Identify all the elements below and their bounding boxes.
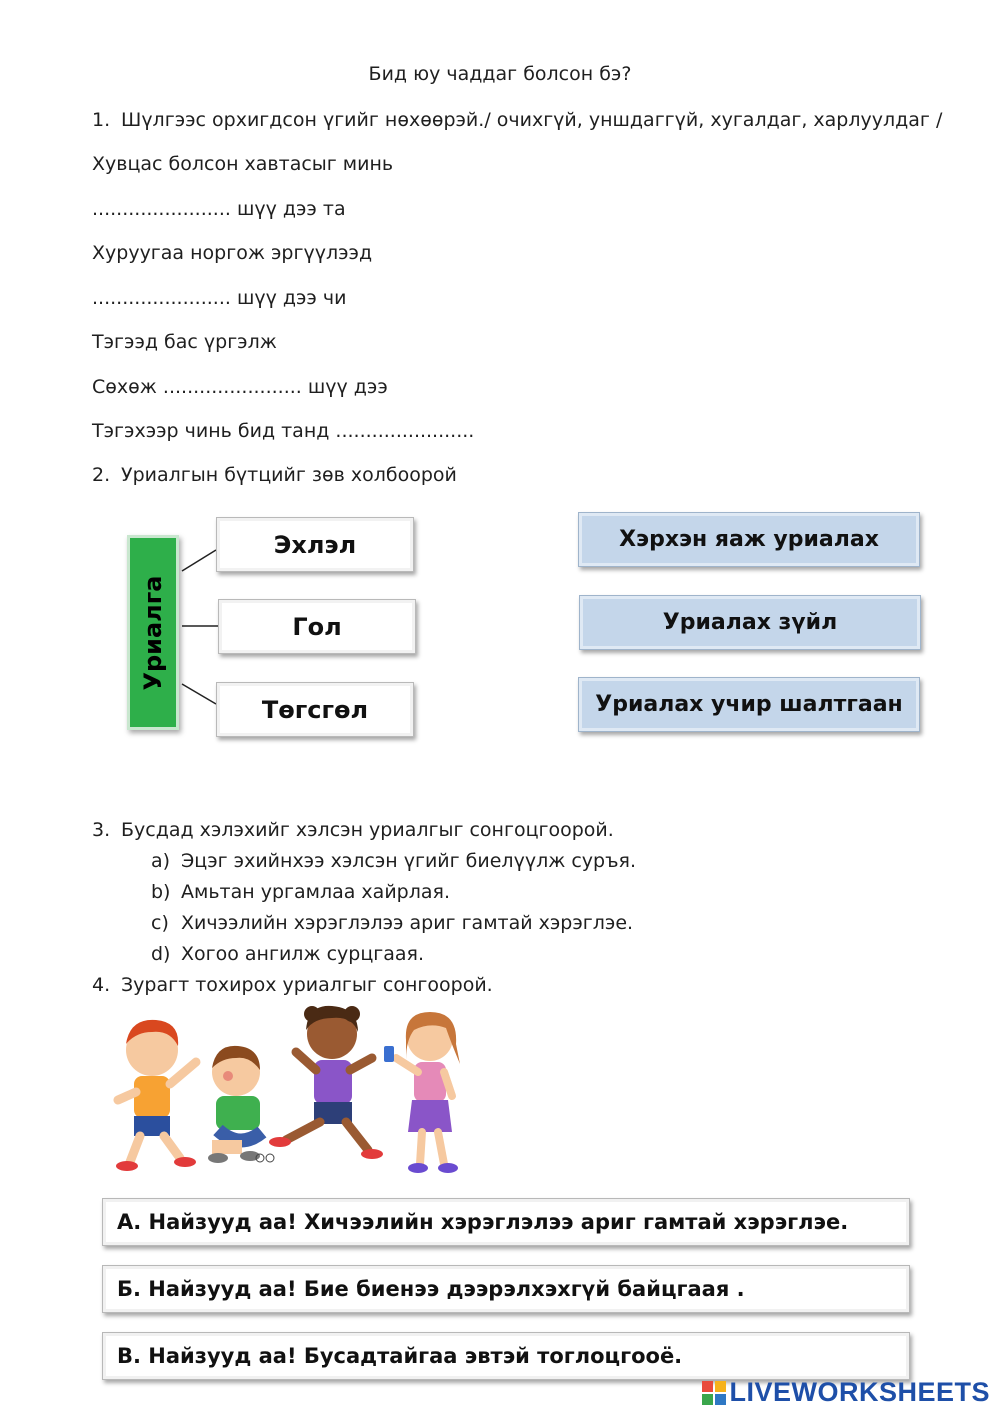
q1-line-6: Сөхөж ....................... шүү дээ [92,376,388,398]
q3-option-b[interactable]: Амьтан ургамлаа хайрлая. [181,881,450,903]
q1-line-4: ....................... шүү дээ чи [92,287,347,309]
kid-kicking-figure [269,1006,383,1159]
q3-number: 3. [92,819,111,841]
girl-with-phone-figure [384,1012,460,1173]
logo-tile [715,1394,726,1405]
kids-bullying-illustration [100,1000,490,1180]
q3-option-d[interactable]: Хогоо ангилж сурцгаая. [181,943,425,965]
part-body[interactable]: Гол [218,599,416,654]
match-option-3[interactable]: Уриалах учир шалтгаан [578,677,920,732]
answer-option-b[interactable]: Б. Найзууд аа! Бие биенээ дээрэлхэхгүй байцгаая . [102,1265,910,1313]
q3-option-c[interactable]: Хичээлийн хэрэглэлээ ариг гамтай хэрэглэе. [181,912,634,934]
q1-line-1: Хувцас болсон хавтасыг минь [92,153,394,175]
answer-option-c[interactable]: В. Найзууд аа! Бусадтайгаа эвтэй тоглоцгооё. [102,1332,910,1380]
q1-line-3: Хуруугаа норгож эргүүлээд [92,242,373,264]
match-option-2[interactable]: Уриалах зүйл [579,595,921,650]
structure-root [127,535,179,730]
q1-line-5: Тэгээд бас үргэлж [92,331,277,353]
kid-crying-figure [208,1046,274,1163]
q4-number: 4. [92,974,111,996]
part-conclusion[interactable]: Төгсгөл [216,682,414,737]
q3-prompt: Бусдад хэлэхийг хэлсэн уриалгыг сонгоцгоорой. [121,819,614,841]
match-option-1[interactable]: Хэрхэн яаж уриалах [578,512,920,567]
q3-option-a[interactable]: Эцэг эхийнхээ хэлсэн үгийг биелүүлж суръя. [181,850,637,872]
q1-line-7: Тэгэхээр чинь бид танд ....................... [92,420,475,442]
q3-option-letter: d) [151,943,171,965]
logo-tile [702,1381,713,1392]
q2-number: 2. [92,464,111,486]
logo-tile [702,1394,713,1405]
answer-option-a[interactable]: А. Найзууд аа! Хичээлийн хэрэглэлээ ариг гамтай хэрэглэе. [102,1198,910,1246]
logo-tile [715,1381,726,1392]
q3-option-letter: b) [151,881,171,903]
q3-option-letter: a) [151,850,171,872]
q1-number: 1. [92,109,111,131]
q3-option-letter: c) [151,912,169,934]
q2-prompt: Уриалгын бүтцийг зөв холбоорой [121,464,457,486]
q1-line-2: ....................... шүү дээ та [92,198,346,220]
q4-prompt: Зурагт тохирох уриалгыг сонгоорой. [121,974,493,996]
kid-pushing-figure [116,1020,196,1171]
q1-prompt: Шүлгээс орхигдсон үгийг нөхөөрэй./ очихгүй, уншдаггүй, хугалдаг, харлуулдаг / [121,109,943,131]
logo-text: LIVEWORKSHEETS [729,1377,990,1407]
part-intro[interactable]: Эхлэл [216,517,414,572]
logo-grid-icon [702,1381,726,1405]
structure-root-label: Уриалга [139,574,167,691]
liveworksheets-logo [702,1377,990,1408]
page-title: Бид юу чаддаг болсон бэ? [368,63,632,85]
